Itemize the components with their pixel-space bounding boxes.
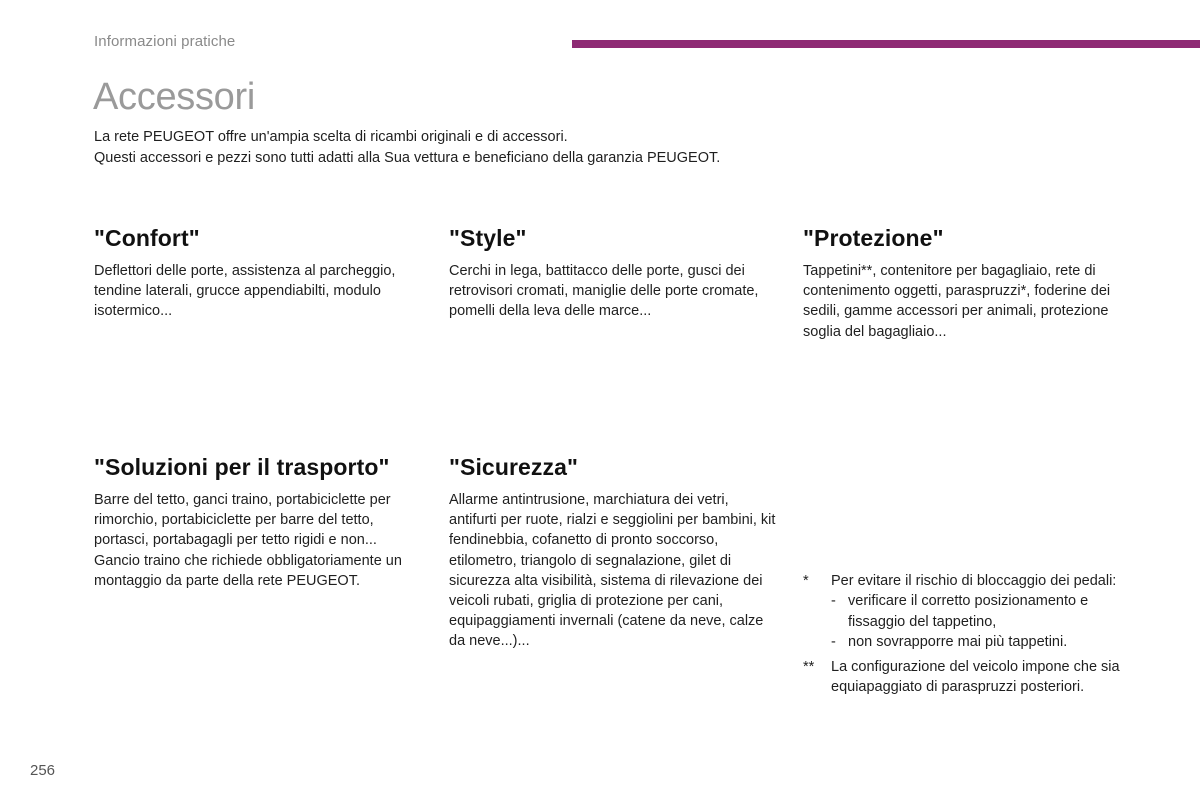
category-style	[449, 224, 779, 322]
category-title: "Style"	[449, 225, 527, 251]
page-title: Accessori	[93, 76, 256, 118]
intro-text	[94, 127, 854, 168]
category-text: Allarme antintrusione, marchiatura dei vetri, antifurti per ruote, rialzi e seggiolini per bambini, kit fendinebbia, cofanetto di pronto soccorso, etilometro, triangolo di segnalazione, gilet di sicurezza alta visibilità, sistema di rilevazione dei veicoli rubati, griglia di protezione per cani, equipaggiamenti invernali (catene da neve, calze da neve...)...	[449, 492, 776, 650]
category-text: Cerchi in lega, battitacco delle porte, gusci dei retrovisori cromati, maniglie delle porte cromate, pomelli della leva delle marce...	[449, 263, 759, 320]
category-title: "Protezione"	[803, 225, 944, 251]
category-title: "Soluzioni per il trasporto"	[94, 454, 390, 480]
footnotes	[803, 571, 1143, 698]
accent-bar	[572, 40, 1200, 48]
footnote	[803, 571, 1143, 652]
footnote-subitem	[831, 632, 1143, 652]
footnote-text: La configurazione del veicolo impone che sia equiapaggiato di paraspruzzi posteriori.	[831, 659, 1120, 696]
intro-line-2: Questi accessori e pezzi sono tutti adatti alla Sua vettura e beneficiano della garanzia PEUGEOT.	[94, 149, 721, 166]
dash-mark: -	[831, 593, 836, 610]
intro-line-1: La rete PEUGEOT offre un'ampia scelta di ricambi originali e di accessori.	[94, 129, 568, 145]
footnote	[803, 657, 1143, 698]
page-number: 256	[30, 762, 56, 779]
footnote-subitem	[831, 591, 1143, 632]
subitem-text: non sovrapporre mai più tappetini.	[848, 633, 1068, 650]
category-confort	[94, 224, 424, 322]
section-label: Informazioni pratiche	[94, 33, 236, 50]
footnote-mark: *	[803, 573, 809, 589]
category-title: "Sicurezza"	[449, 454, 579, 480]
category-title: "Confort"	[94, 225, 200, 251]
footnote-mark: **	[803, 659, 815, 676]
category-protezione	[803, 224, 1133, 342]
category-text: Barre del tetto, ganci traino, portabiciclette per rimorchio, portabiciclette per barre del tetto, portasci, portabagagli per tetto rigidi e non... Gancio traino che richiede obbligatoriamente un montaggio da parte della rete PEUGEOT.	[94, 492, 402, 589]
dash-mark: -	[831, 633, 836, 650]
category-text: Deflettori delle porte, assistenza al parcheggio, tendine laterali, grucce appendiabilti, modulo isotermico...	[94, 263, 396, 320]
subitem-text: verificare il corretto posizionamento e fissaggio del tappetino,	[848, 593, 1089, 630]
category-trasporto	[94, 453, 424, 591]
category-text: Tappetini**, contenitore per bagagliaio, rete di contenimento oggetti, paraspruzzi*, foderine dei sedili, gamme accessori per animali, protezione soglia del bagagliaio...	[803, 263, 1111, 340]
footnote-text: Per evitare il rischio di bloccaggio dei pedali:	[831, 573, 1117, 589]
category-sicurezza	[449, 453, 779, 652]
